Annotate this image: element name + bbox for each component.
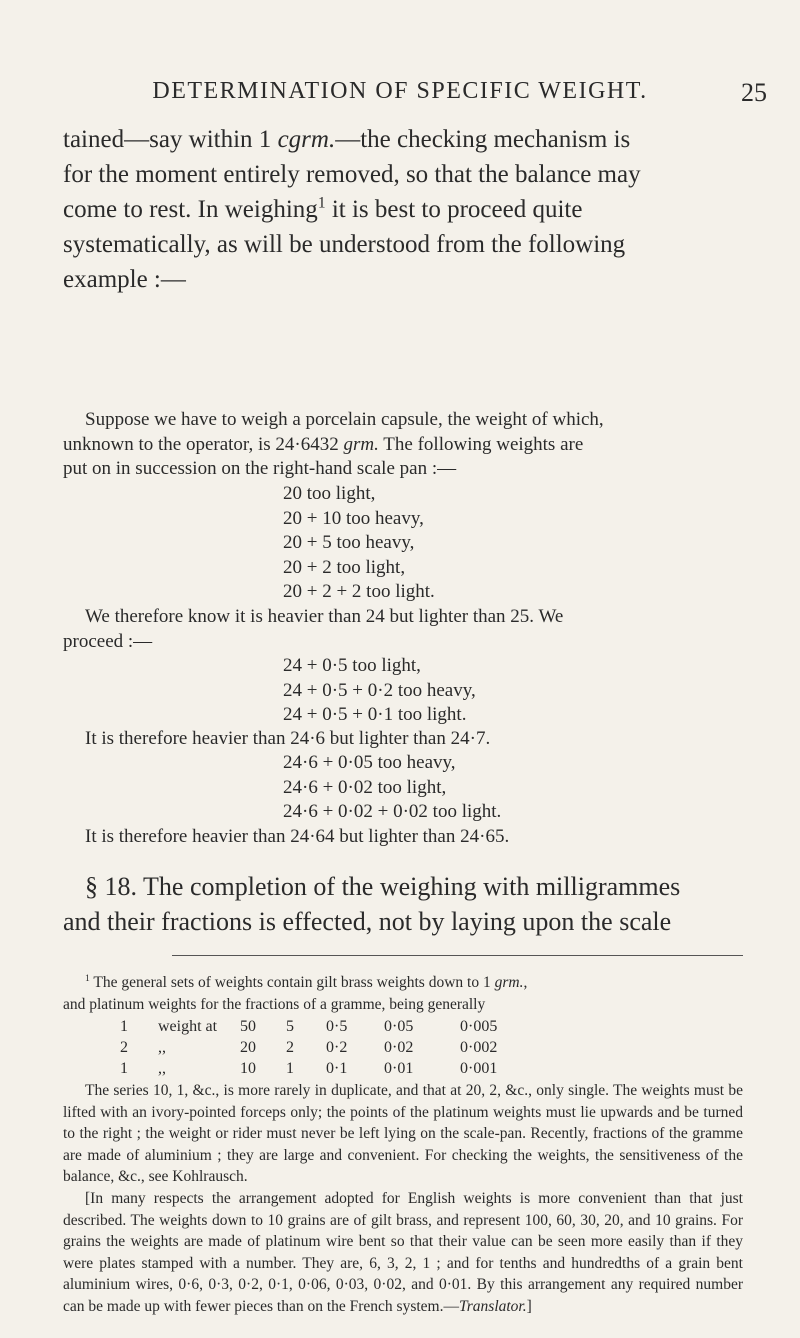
conclusion-line: We therefore know it is heavier than 24 but lighter than 25. We <box>85 606 564 627</box>
table-cell: 0·01 <box>384 1060 414 1077</box>
running-header <box>0 78 800 110</box>
example-text: unknown to the operator, is 24·6432 <box>63 433 344 455</box>
trial-line: 24 + 0·5 + 0·1 too light. <box>283 704 467 725</box>
trial-line: 20 + 5 too heavy, <box>283 532 415 553</box>
trial-line: 20 + 2 + 2 too light. <box>283 581 435 602</box>
footnote-divider <box>172 955 743 956</box>
trial-group-2 <box>283 654 476 728</box>
header-title: DETERMINATION OF SPECIFIC WEIGHT. <box>152 78 648 104</box>
table-cell: 2 <box>286 1039 294 1056</box>
table-cell: 1 <box>286 1060 294 1077</box>
unit-text: grm. <box>343 433 379 455</box>
trial-line: 24·6 + 0·05 too heavy, <box>283 752 456 773</box>
footnote-line-1 <box>63 972 743 994</box>
conclusion-1 <box>63 605 745 654</box>
example-line-3: put on in succession on the right-hand scale pan :— <box>63 458 457 479</box>
unit-text: cgrm. <box>277 126 336 153</box>
unit-text: grm. <box>494 974 524 991</box>
table-cell: ,, <box>158 1060 166 1077</box>
table-cell: 0·02 <box>384 1039 414 1056</box>
footnote-text: [In many respects the arrangement adopted for English weights is more convenient than that just described. The weights down to 10 grains are of gilt brass, and represent 100, 60, 30, 20, and 10 grains. For grains the weights are made of platinum wire bent so that their value can be seen more easily than if they were plates stamped with a number. They are, 6, 3, 2, 1 ; and for tenths and hundredths of a grain bent aluminium wires, 0·6, 0·3, 0·2, 0·1, 0·06, 0·03, 0·02, and 0·01. By this arrangement any required number can be made up with fewer pieces than on the French system.— <box>63 1190 743 1315</box>
intro-line-4: systematically, as will be understood from the following <box>63 231 626 258</box>
footnote-text: The general sets of weights contain gilt brass weights down to 1 <box>89 974 495 991</box>
page-number: 25 <box>741 78 767 107</box>
example-line-1: Suppose we have to weigh a porcelain capsule, the weight of which, <box>85 409 604 430</box>
section-line-2: and their fractions is effected, not by laying upon the scale <box>63 907 672 936</box>
trial-line: 24·6 + 0·02 too light, <box>283 776 447 798</box>
intro-line-5: example :— <box>63 266 186 293</box>
section-heading <box>63 869 753 939</box>
table-cell: 10 <box>240 1060 256 1077</box>
table-cell: 2 <box>120 1039 128 1056</box>
table-cell: 0·05 <box>384 1018 414 1035</box>
translator-signature: Translator. <box>458 1297 527 1315</box>
table-cell: 50 <box>240 1018 256 1035</box>
intro-text: it is best to proceed quite <box>325 196 583 223</box>
footnote-marker: 1 <box>85 972 90 984</box>
table-cell: 20 <box>240 1039 256 1056</box>
table-cell: 5 <box>286 1018 294 1035</box>
conclusion-2: It is therefore heavier than 24·6 but lighter than 24·7. <box>85 728 491 749</box>
footnote-line-2: and platinum weights for the fractions of a gramme, being generally <box>63 995 486 1013</box>
conclusion-line: proceed :— <box>63 630 153 652</box>
table-cell: 0·5 <box>326 1018 348 1035</box>
intro-text: come to rest. In weighing <box>63 196 318 223</box>
table-row <box>120 1037 520 1058</box>
example-text: The following weights are <box>378 433 584 455</box>
trial-group-3 <box>283 751 501 825</box>
footnote-reference: 1 <box>317 194 326 212</box>
intro-text: tained—say within 1 <box>63 126 278 153</box>
table-row <box>120 1058 520 1079</box>
weights-table <box>120 1016 520 1079</box>
table-cell: 0·005 <box>460 1018 498 1035</box>
intro-paragraph <box>63 122 743 297</box>
conclusion-3: It is therefore heavier than 24·64 but lighter than 24·65. <box>85 826 510 847</box>
table-cell: 0·001 <box>460 1060 498 1077</box>
intro-text: —the checking mechanism is <box>335 126 631 153</box>
table-cell: 0·1 <box>326 1060 348 1077</box>
table-cell: weight at <box>158 1018 218 1035</box>
table-cell: 1 <box>120 1018 128 1035</box>
footnote-intro <box>63 972 743 1015</box>
section-line-1: § 18. The completion of the weighing with milligrammes <box>85 872 681 901</box>
intro-line-2: for the moment entirely removed, so that the balance may <box>63 161 641 188</box>
example-paragraph <box>63 408 743 482</box>
table-cell: ,, <box>158 1039 166 1056</box>
footnote-paragraph-1: The series 10, 1, &c., is more rarely in duplicate, and that at 20, 2, &c., only single. The weights must be lifted with an ivory-pointed forceps only; the points of the platinum weights must lie upwards and be turned to the right ; the weight or rider must never be left lying on the scale-pan. Recently, fractions of the gramme are made of aluminium ; they are large and convenient. For checking the weights, the sensitiveness of the balance, &c., see Kohlrausch. <box>63 1082 743 1185</box>
trial-line: 24·6 + 0·02 + 0·02 too light. <box>283 801 502 822</box>
trial-line: 20 + 2 too light, <box>283 556 406 578</box>
intro-line-1 <box>63 122 743 157</box>
intro-line-3 <box>63 192 743 227</box>
trial-line: 20 + 10 too heavy, <box>283 507 424 529</box>
table-row <box>120 1016 520 1037</box>
footnote-text: ] <box>526 1297 532 1315</box>
table-cell: 0·2 <box>326 1039 348 1056</box>
trial-line: 20 too light, <box>283 483 376 504</box>
trial-line: 24 + 0·5 + 0·2 too heavy, <box>283 679 476 701</box>
trial-group-1 <box>283 482 435 605</box>
table-cell: 0·002 <box>460 1039 498 1056</box>
example-line-2 <box>63 433 743 458</box>
trial-line: 24 + 0·5 too light, <box>283 655 421 676</box>
footnote-text: , <box>523 974 528 991</box>
table-cell: 1 <box>120 1060 128 1077</box>
footnote-paragraph-2 <box>63 1188 743 1317</box>
